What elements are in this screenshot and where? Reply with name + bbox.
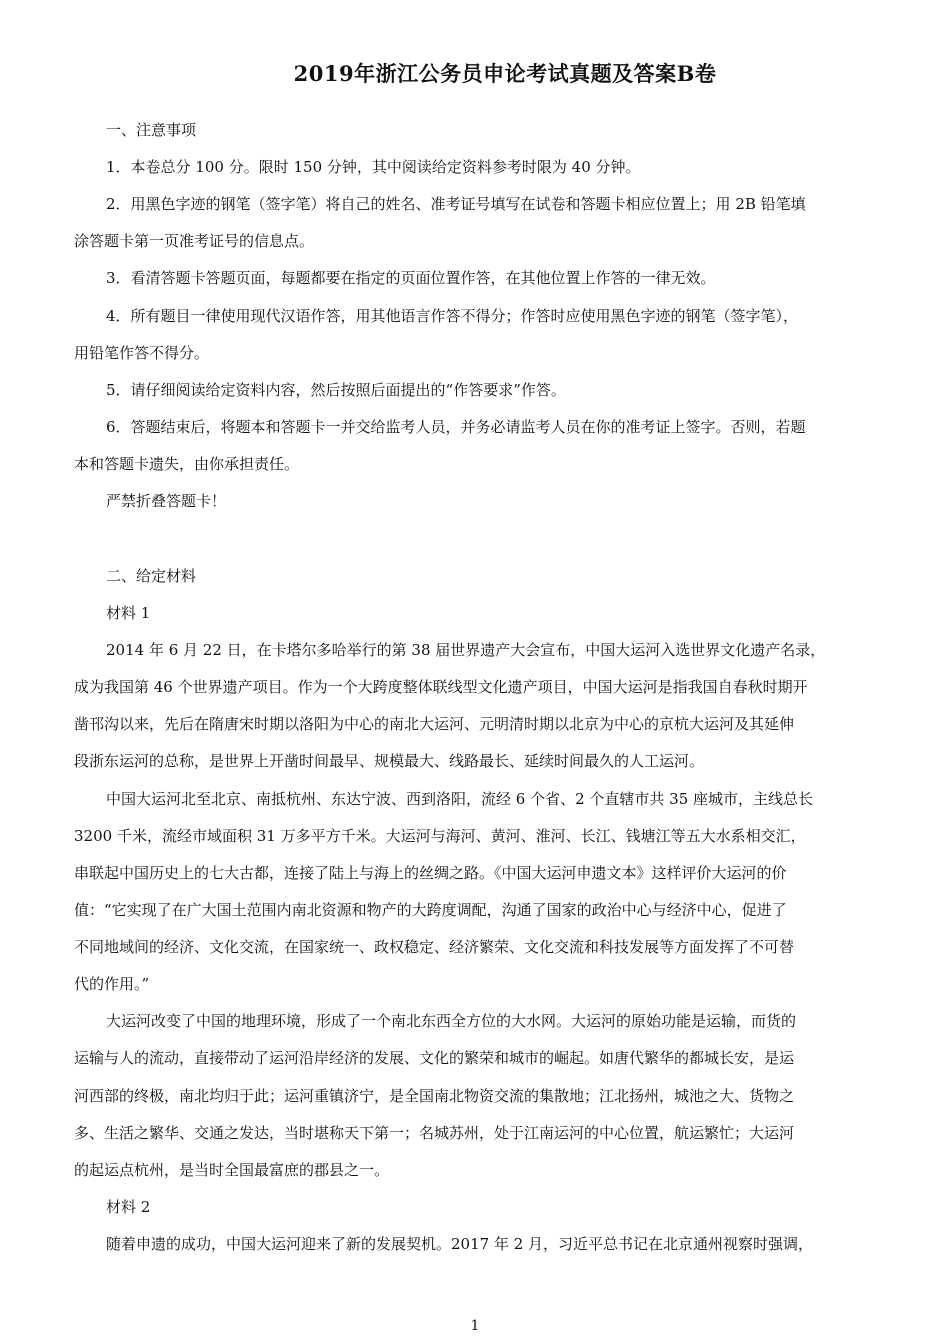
materials-heading: 二、给定材料 [106, 567, 197, 585]
paragraph-line: 串联起中国历史上的七大古都，连接了陆上与海上的丝绸之路。《中国大运河申遗文本》这样评价大运河的价 [74, 864, 787, 882]
paragraph-line: 的起运点杭州，是当时全国最富庶的郡县之一。 [74, 1161, 390, 1179]
notes-item-2-cont: 涂答题卡第一页准考证号的信息点。 [74, 232, 315, 250]
notes-item-6-cont: 本和答题卡遗失，由你承担责任。 [74, 455, 300, 473]
paragraph-line: 凿邗沟以来，先后在隋唐宋时期以洛阳为中心的南北大运河、元明清时期以北京为中心的京杭大运河及其延伸 [74, 715, 795, 733]
notes-warning: 严禁折叠答题卡！ [106, 492, 227, 510]
paragraph-line: 2014 年 6 月 22 日，在卡塔尔多哈举行的第 38 届世界遗产大会宣布，中国大运河入选世界文化遗产名录， [106, 641, 826, 659]
notes-item-4: 4．所有题目一律使用现代汉语作答，用其他语言作答不得分；作答时应使用黑色字迹的钢笔（签字笔）， [106, 307, 799, 325]
paragraph-line: 中国大运河北至北京、南抵杭州、东达宁波、西到洛阳，流经 6 个省、2 个直辖市共 35 座城市，主线总长 [106, 790, 814, 808]
document-title: 2019年浙江公务员申论考试真题及答案B卷 [293, 61, 717, 86]
paragraph-line: 河西部的终极，南北均归于此；运河重镇济宁，是全国南北物资交流的集散地；江北扬州，城池之大、货物之 [74, 1087, 795, 1105]
paragraph-line: 代的作用。” [74, 975, 150, 993]
paragraph-line: 3200 千米，流经市域面积 31 万多平方千米。大运河与海河、黄河、淮河、长江、钱塘江等五大水系相交汇， [74, 827, 806, 845]
paragraph-line: 随着申遗的成功，中国大运河迎来了新的发展契机。2017 年 2 月，习近平总书记在北京通州视察时强调， [106, 1235, 814, 1253]
notes-item-4-cont: 用铅笔作答不得分。 [74, 344, 210, 362]
page-number: 1 [470, 1318, 480, 1334]
material-2-label: 材料 2 [106, 1198, 151, 1216]
paragraph-line: 不同地域间的经济、文化交流，在国家统一、政权稳定、经济繁荣、文化交流和科技发展等方面发挥了不可替 [74, 938, 795, 956]
notes-heading: 一、注意事项 [106, 121, 197, 139]
paragraph-line: 大运河改变了中国的地理环境，形成了一个南北东西全方位的大水网。大运河的原始功能是运输，而货的 [106, 1012, 797, 1030]
paragraph-line: 多、生活之繁华、交通之发达，当时堪称天下第一；名城苏州，处于江南运河的中心位置，航运繁忙；大运河 [74, 1124, 795, 1142]
paragraph-line: 运输与人的流动，直接带动了运河沿岸经济的发展、文化的繁荣和城市的崛起。如唐代繁华的都城长安，是运 [74, 1049, 795, 1067]
notes-item-6: 6．答题结束后，将题本和答题卡一并交给监考人员，并务必请监考人员在你的准考证上签字。否则，若题 [106, 418, 806, 436]
paragraph-line: 成为我国第 46 个世界遗产项目。作为一个大跨度整体联线型文化遗产项目，中国大运河是指我国自春秋时期开 [74, 678, 808, 696]
notes-item-1: 1．本卷总分 100 分。限时 150 分钟，其中阅读给定资料参考时限为 40 分钟。 [106, 158, 641, 176]
notes-item-2: 2．用黑色字迹的钢笔（签字笔）将自己的姓名、准考证号填写在试卷和答题卡相应位置上；用 2B 铅笔填 [106, 195, 806, 213]
material-1-label: 材料 1 [106, 604, 151, 622]
paragraph-line: 值：“它实现了在广大国土范围内南北资源和物产的大跨度调配，沟通了国家的政治中心与经济中心，促进了 [74, 901, 787, 919]
notes-item-3: 3．看清答题卡答题页面，每题都要在指定的页面位置作答，在其他位置上作答的一律无效。 [106, 269, 716, 287]
notes-item-5: 5．请仔细阅读给定资料内容，然后按照后面提出的“作答要求”作答。 [106, 381, 566, 399]
paragraph-line: 段浙东运河的总称，是世界上开凿时间最早、规模最大、线路最长、延续时间最久的人工运河。 [74, 752, 705, 770]
